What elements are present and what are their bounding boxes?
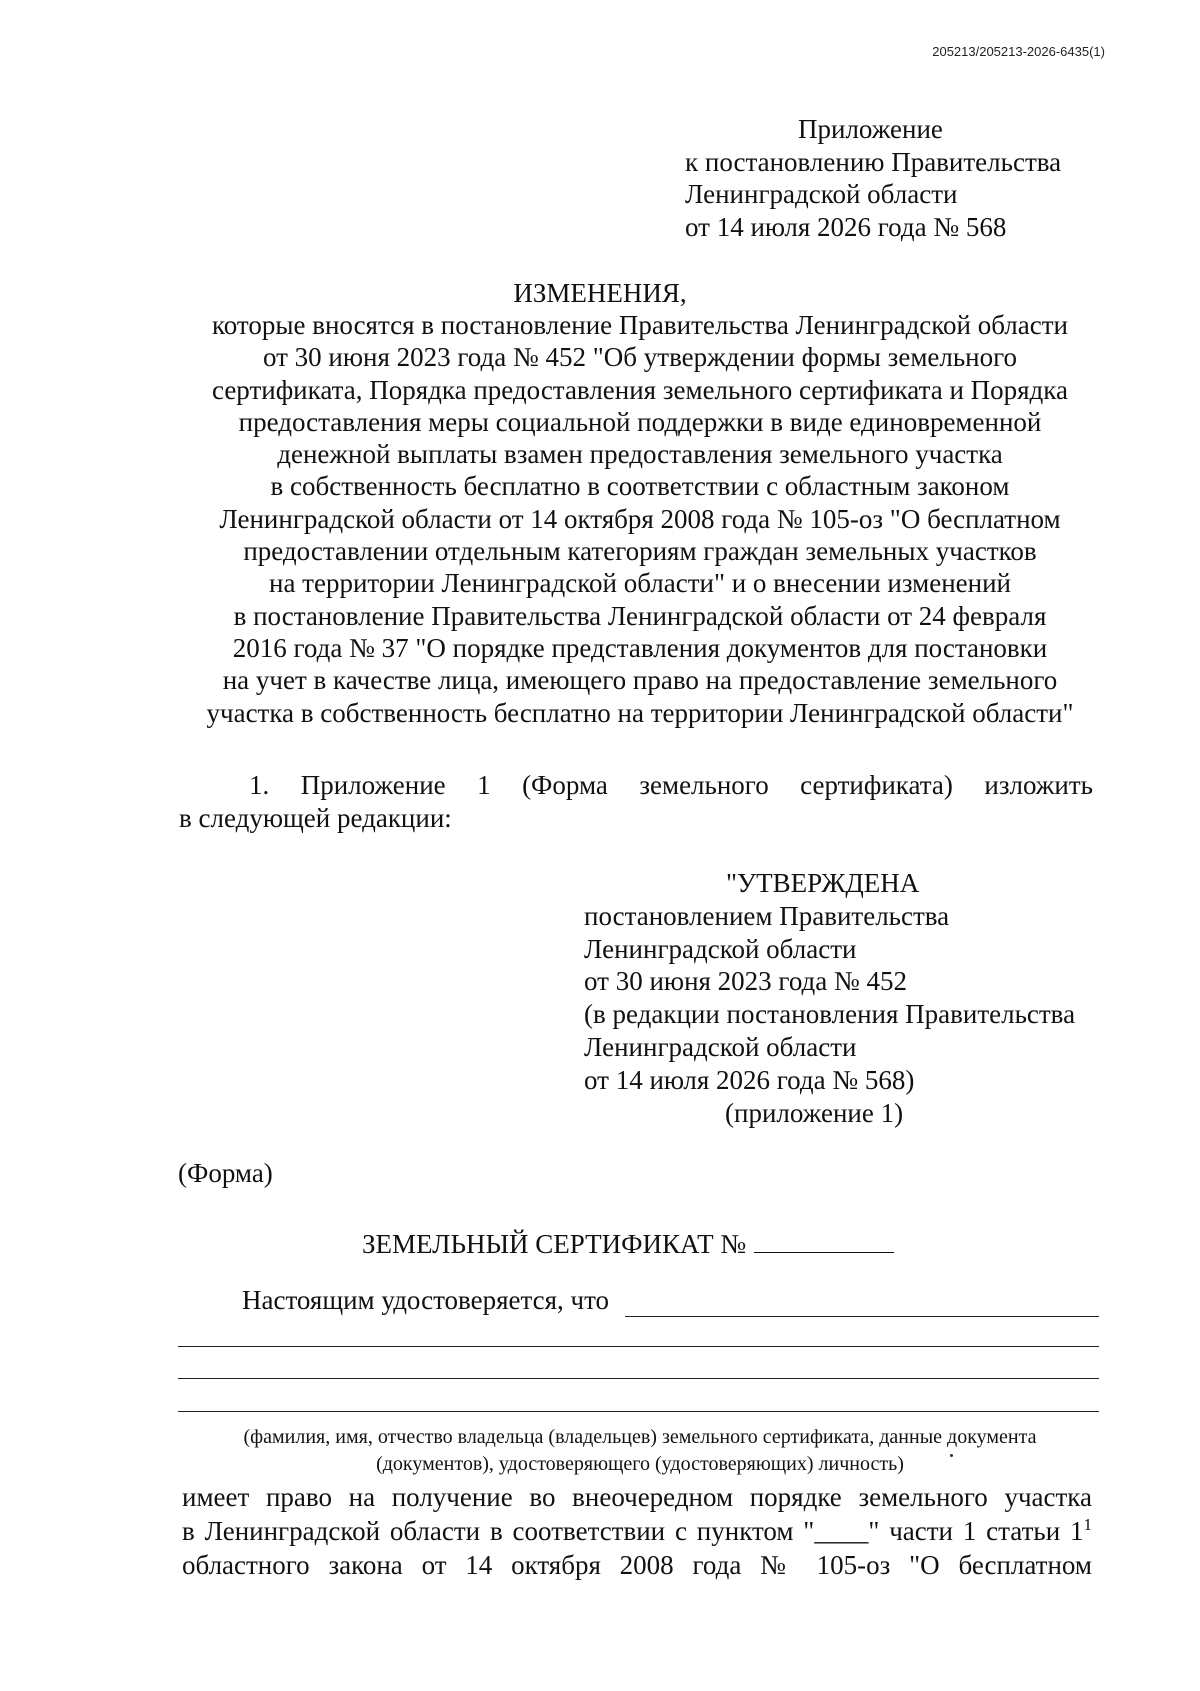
changes-title: ИЗМЕНЕНИЯ, bbox=[513, 278, 687, 308]
superscript: 1 bbox=[1083, 1515, 1092, 1534]
owner-blank-line bbox=[178, 1378, 1099, 1379]
approved-block bbox=[584, 867, 1075, 1129]
changes-body bbox=[175, 309, 1105, 729]
certificate-title bbox=[362, 1226, 894, 1260]
scan-speck bbox=[950, 1454, 953, 1457]
owner-blank-line bbox=[178, 1346, 1099, 1347]
rights-line: имеет право на получение во внеочередном порядке земельного участка bbox=[182, 1482, 1092, 1512]
certificate-number-blank bbox=[754, 1226, 894, 1253]
approved-line: от 14 июля 2026 года № 568) bbox=[584, 1064, 915, 1095]
changes-line: в собственность бесплатно в соответствии с областным законом bbox=[270, 471, 1010, 502]
certificate-title-text: ЗЕМЕЛЬНЫЙ СЕРТИФИКАТ № bbox=[362, 1229, 747, 1259]
changes-line: на территории Ленинградской области" и о внесении изменений bbox=[269, 568, 1011, 599]
changes-line: которые вносятся в постановление Правительства Ленинградской области bbox=[211, 310, 1068, 340]
changes-line: предоставления меры социальной поддержки в виде единовременной bbox=[238, 406, 1042, 437]
approved-line: (приложение 1) bbox=[725, 1097, 904, 1128]
rights-line-text: в Ленинградской области в соответствии с пунктом "____" части 1 статьи 1 bbox=[182, 1516, 1084, 1546]
item-1-line: 1. Приложение 1 (Форма земельного сертификата) изложить bbox=[249, 770, 1093, 800]
rights-paragraph bbox=[182, 1480, 1092, 1582]
changes-line: 2016 года № 37 "О порядке представления документов для постановки bbox=[232, 632, 1048, 663]
changes-line: в постановление Правительства Ленинградской области от 24 февраля bbox=[233, 600, 1047, 631]
appendix-line: Ленинградской области bbox=[685, 179, 958, 209]
approved-line: постановлением Правительства bbox=[584, 900, 950, 931]
caption-line: (фамилия, имя, отчество владельца (владельцев) земельного сертификата, данные документа bbox=[243, 1426, 1037, 1448]
changes-line: на учет в качестве лица, имеющего право на предоставление земельного bbox=[222, 665, 1058, 696]
approved-line: Ленинградской области bbox=[584, 1031, 857, 1062]
approved-line: Ленинградской области bbox=[584, 933, 857, 964]
rights-line bbox=[182, 1514, 1092, 1548]
approved-title: "УТВЕРЖДЕНА bbox=[726, 868, 920, 898]
appendix-line: Приложение bbox=[798, 114, 943, 144]
changes-line: Ленинградской области от 14 октября 2008 года № 105-оз "О бесплатном bbox=[219, 503, 1061, 534]
approved-line: от 30 июня 2023 года № 452 bbox=[584, 966, 908, 997]
certify-text: Настоящим удостоверяется, что bbox=[242, 1285, 610, 1315]
changes-line: сертификата, Порядка предоставления земельного сертификата и Порядка bbox=[212, 374, 1068, 405]
document-id: 205213/205213-2026-6435(1) bbox=[932, 44, 1105, 59]
changes-line: от 30 июня 2023 года № 452 "Об утверждении формы земельного bbox=[262, 342, 1018, 373]
changes-line: предоставлении отдельным категориям граждан земельных участков bbox=[243, 536, 1037, 567]
owner-blank-line bbox=[178, 1411, 1099, 1412]
owner-blank-line bbox=[625, 1316, 1099, 1317]
rights-line: областного закона от 14 октября 2008 года № 105-оз "О бесплатном bbox=[182, 1550, 1092, 1580]
item-1-paragraph bbox=[179, 769, 1093, 834]
appendix-line: к постановлению Правительства bbox=[685, 146, 1062, 177]
appendix-header bbox=[685, 113, 1061, 243]
changes-line: участка в собственность бесплатно на территории Ленинградской области" bbox=[206, 697, 1074, 728]
form-label: (Форма) bbox=[178, 1158, 273, 1188]
approved-line: (в редакции постановления Правительства bbox=[584, 999, 1076, 1030]
item-1-line: в следующей редакции: bbox=[179, 802, 452, 833]
appendix-line: от 14 июля 2026 года № 568 bbox=[685, 211, 1007, 242]
owner-caption bbox=[180, 1424, 1100, 1478]
caption-line: (документов), удостоверяющего (удостоверяющих) личность) bbox=[376, 1453, 904, 1475]
changes-line: денежной выплаты взамен предоставления земельного участка bbox=[277, 439, 1003, 470]
